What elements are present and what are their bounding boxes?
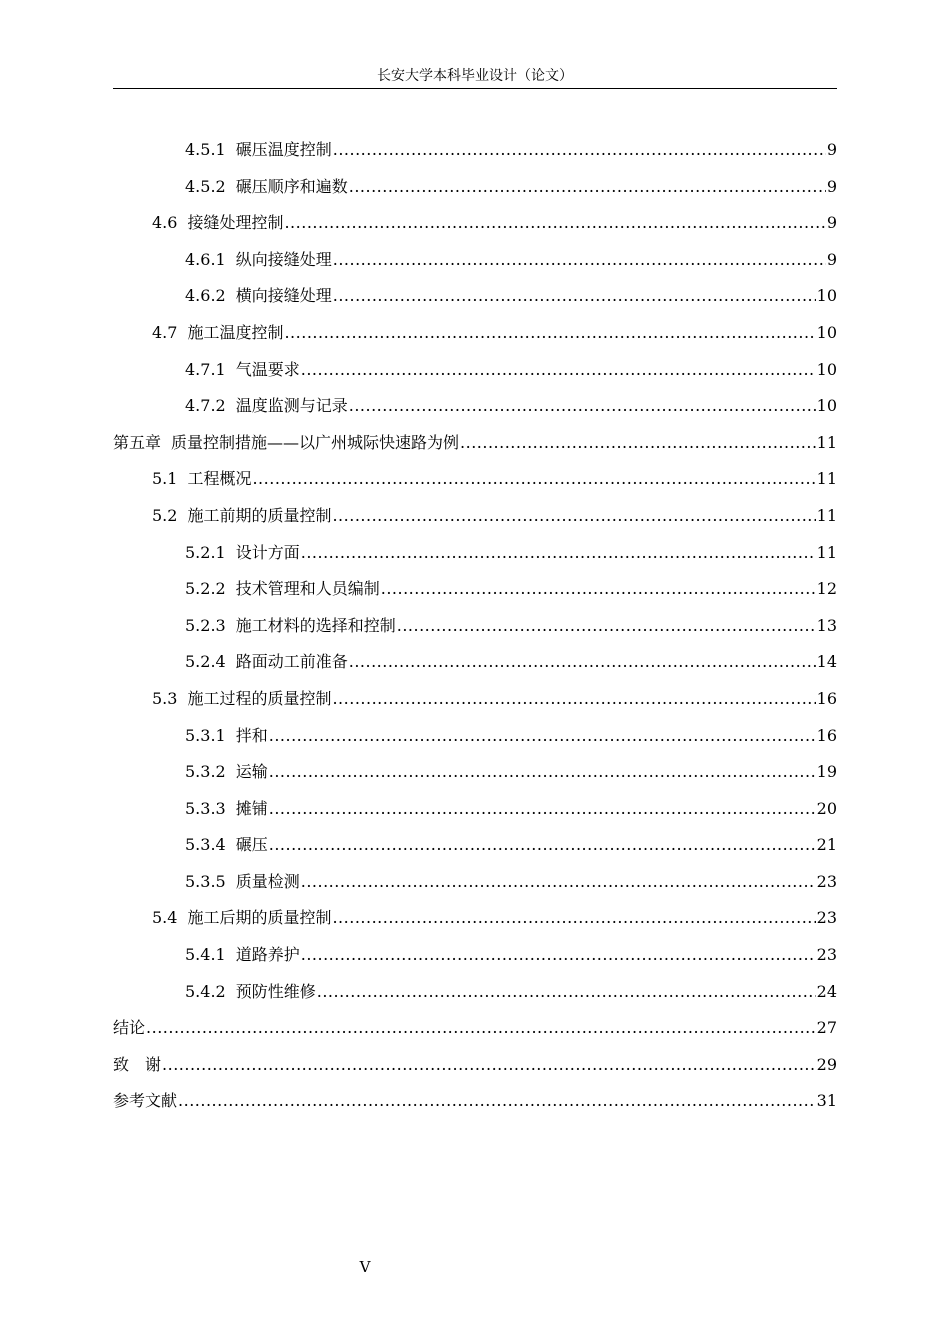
toc-entry[interactable]	[113, 864, 837, 901]
toc-dot-leader	[301, 937, 816, 974]
header-title: 长安大学本科毕业设计（论文）	[377, 68, 573, 84]
toc-entry-page: 9	[826, 249, 837, 269]
toc-entry[interactable]	[113, 571, 837, 608]
toc-entry-page: 23	[816, 908, 837, 928]
toc-dot-leader	[269, 827, 816, 864]
toc-entry-title: 路面动工前准备	[235, 652, 348, 672]
toc-entry[interactable]	[113, 425, 837, 462]
toc-entry-title: 横向接缝处理	[235, 286, 332, 306]
toc-entry[interactable]	[113, 461, 837, 498]
toc-entry-number: 4.7.1	[185, 359, 226, 379]
toc-dot-leader	[349, 169, 826, 206]
toc-entry-title: 气温要求	[235, 359, 300, 379]
toc-entry-title: 质量检测	[235, 871, 300, 891]
toc-entry-title: 技术管理和人员编制	[235, 579, 380, 599]
toc-dot-leader	[317, 974, 816, 1011]
toc-entry[interactable]	[113, 1047, 837, 1084]
toc-entry-number: 5.1	[152, 469, 178, 489]
toc-entry-page: 23	[816, 871, 837, 891]
toc-entry-title: 工程概况	[187, 469, 252, 489]
toc-entry-page: 10	[816, 286, 837, 306]
toc-dot-leader	[146, 1010, 816, 1047]
toc-dot-leader	[349, 388, 816, 425]
toc-entry-page: 20	[816, 798, 837, 818]
toc-entry-title: 道路养护	[235, 945, 300, 965]
toc-entry-number: 4.6.2	[185, 286, 226, 306]
toc-dot-leader	[349, 644, 816, 681]
toc-dot-leader	[397, 608, 816, 645]
toc-entry[interactable]	[113, 754, 837, 791]
toc-dot-leader	[333, 132, 826, 169]
page-number: V	[359, 1258, 371, 1276]
toc-entry[interactable]	[113, 388, 837, 425]
toc-entry-page: 11	[816, 505, 837, 525]
toc-dot-leader	[332, 681, 815, 718]
toc-entry-number: 5.2.4	[185, 652, 226, 672]
toc-entry-title: 拌和	[235, 725, 268, 745]
page-header	[113, 64, 837, 89]
toc-dot-leader	[269, 718, 816, 755]
toc-entry-number: 5.2.3	[185, 615, 226, 635]
toc-entry-page: 23	[816, 945, 837, 965]
toc-entry[interactable]	[113, 169, 837, 206]
toc-entry-number: 5.3.2	[185, 762, 226, 782]
toc-dot-leader	[178, 1083, 816, 1120]
toc-entry-page: 29	[816, 1054, 837, 1074]
toc-entry-title: 碾压	[235, 835, 268, 855]
toc-entry-page: 12	[816, 579, 837, 599]
toc-entry-title: 运输	[235, 762, 268, 782]
toc-entry-title: 温度监测与记录	[235, 396, 348, 416]
toc-entry-number: 4.6	[152, 213, 178, 233]
toc-entry-page: 9	[826, 176, 837, 196]
toc-dot-leader	[269, 791, 816, 828]
toc-entry-title: 接缝处理控制	[187, 213, 284, 233]
toc-entry-number: 5.3.3	[185, 798, 226, 818]
toc-entry-number: 第五章	[113, 432, 162, 452]
toc-dot-leader	[162, 1047, 816, 1084]
toc-entry-page: 16	[816, 688, 837, 708]
toc-entry-title: 碾压顺序和遍数	[235, 176, 348, 196]
toc-entry-page: 19	[816, 762, 837, 782]
toc-dot-leader	[301, 352, 816, 389]
toc-entry-page: 11	[816, 469, 837, 489]
toc-entry[interactable]	[113, 827, 837, 864]
toc-entry[interactable]	[113, 205, 837, 242]
toc-entry-number: 5.2.1	[185, 542, 226, 562]
toc-entry-number: 5.2	[152, 505, 178, 525]
toc-dot-leader	[284, 205, 825, 242]
toc-entry-title: 施工前期的质量控制	[187, 505, 332, 525]
toc-dot-leader	[252, 461, 815, 498]
toc-entry-title: 施工温度控制	[187, 322, 284, 342]
toc-dot-leader	[284, 315, 815, 352]
toc-dot-leader	[332, 498, 815, 535]
toc-entry[interactable]	[113, 132, 837, 169]
toc-entry-number: 5.3.5	[185, 871, 226, 891]
toc-entry-title: 质量控制措施——以广州城际快速路为例	[171, 432, 460, 452]
toc-entry-title: 施工材料的选择和控制	[235, 615, 396, 635]
toc-entry-title: 参考文献	[113, 1091, 178, 1111]
toc-entry-page: 24	[816, 981, 837, 1001]
toc-dot-leader	[269, 754, 816, 791]
toc-entry-page: 10	[816, 396, 837, 416]
toc-entry-number: 5.4.1	[185, 945, 226, 965]
toc-entry-number: 4.5.1	[185, 140, 226, 159]
toc-entry[interactable]	[113, 791, 837, 828]
toc-entry[interactable]	[113, 718, 837, 755]
toc-entry-title: 结论	[113, 1018, 146, 1038]
toc-entry-title: 摊铺	[235, 798, 268, 818]
toc-dot-leader	[301, 535, 816, 572]
toc-entry[interactable]	[113, 315, 837, 352]
toc-entry-number: 4.6.1	[185, 249, 226, 269]
toc-dot-leader	[333, 242, 826, 279]
toc-entry-page: 11	[816, 542, 837, 562]
toc-entry-title: 碾压温度控制	[235, 140, 332, 159]
toc-entry-page: 9	[826, 140, 837, 159]
toc-entry[interactable]	[113, 1083, 837, 1120]
toc-entry[interactable]	[113, 644, 837, 681]
table-of-contents	[113, 132, 837, 1120]
toc-entry-number: 4.7	[152, 322, 178, 342]
toc-entry-number: 4.7.2	[185, 396, 226, 416]
toc-entry-title: 施工后期的质量控制	[187, 908, 332, 928]
toc-entry[interactable]	[113, 278, 837, 315]
toc-entry[interactable]	[113, 1010, 837, 1047]
toc-entry-number: 5.4.2	[185, 981, 226, 1001]
toc-dot-leader	[333, 278, 816, 315]
toc-entry[interactable]	[113, 937, 837, 974]
toc-entry[interactable]	[113, 974, 837, 1011]
toc-entry[interactable]	[113, 535, 837, 572]
toc-entry-number: 5.2.2	[185, 579, 226, 599]
toc-entry-number: 5.3.1	[185, 725, 226, 745]
toc-dot-leader	[460, 425, 816, 462]
toc-entry-page: 21	[816, 835, 837, 855]
toc-entry-page: 31	[816, 1091, 837, 1111]
toc-entry-title: 设计方面	[235, 542, 300, 562]
toc-entry-number: 5.3	[152, 688, 178, 708]
toc-entry-page: 16	[816, 725, 837, 745]
toc-entry[interactable]	[113, 608, 837, 645]
toc-entry-page: 14	[816, 652, 837, 672]
toc-dot-leader	[332, 900, 815, 937]
toc-entry-title: 施工过程的质量控制	[187, 688, 332, 708]
toc-entry-page: 10	[816, 359, 837, 379]
toc-entry-page: 11	[816, 432, 837, 452]
toc-entry-number: 5.3.4	[185, 835, 226, 855]
toc-dot-leader	[301, 864, 816, 901]
toc-entry-page: 10	[816, 322, 837, 342]
toc-entry[interactable]	[113, 681, 837, 718]
toc-entry-number: 4.5.2	[185, 176, 226, 196]
toc-entry[interactable]	[113, 498, 837, 535]
toc-entry-number: 5.4	[152, 908, 178, 928]
toc-entry-page: 13	[816, 615, 837, 635]
toc-entry[interactable]	[113, 352, 837, 389]
toc-entry[interactable]	[113, 900, 837, 937]
toc-entry-title: 致 谢	[113, 1054, 162, 1074]
toc-entry-page: 9	[826, 213, 837, 233]
toc-entry[interactable]	[113, 242, 837, 279]
toc-entry-title: 纵向接缝处理	[235, 249, 332, 269]
toc-entry-title: 预防性维修	[235, 981, 316, 1001]
toc-entry-page: 27	[816, 1018, 837, 1038]
toc-dot-leader	[381, 571, 816, 608]
